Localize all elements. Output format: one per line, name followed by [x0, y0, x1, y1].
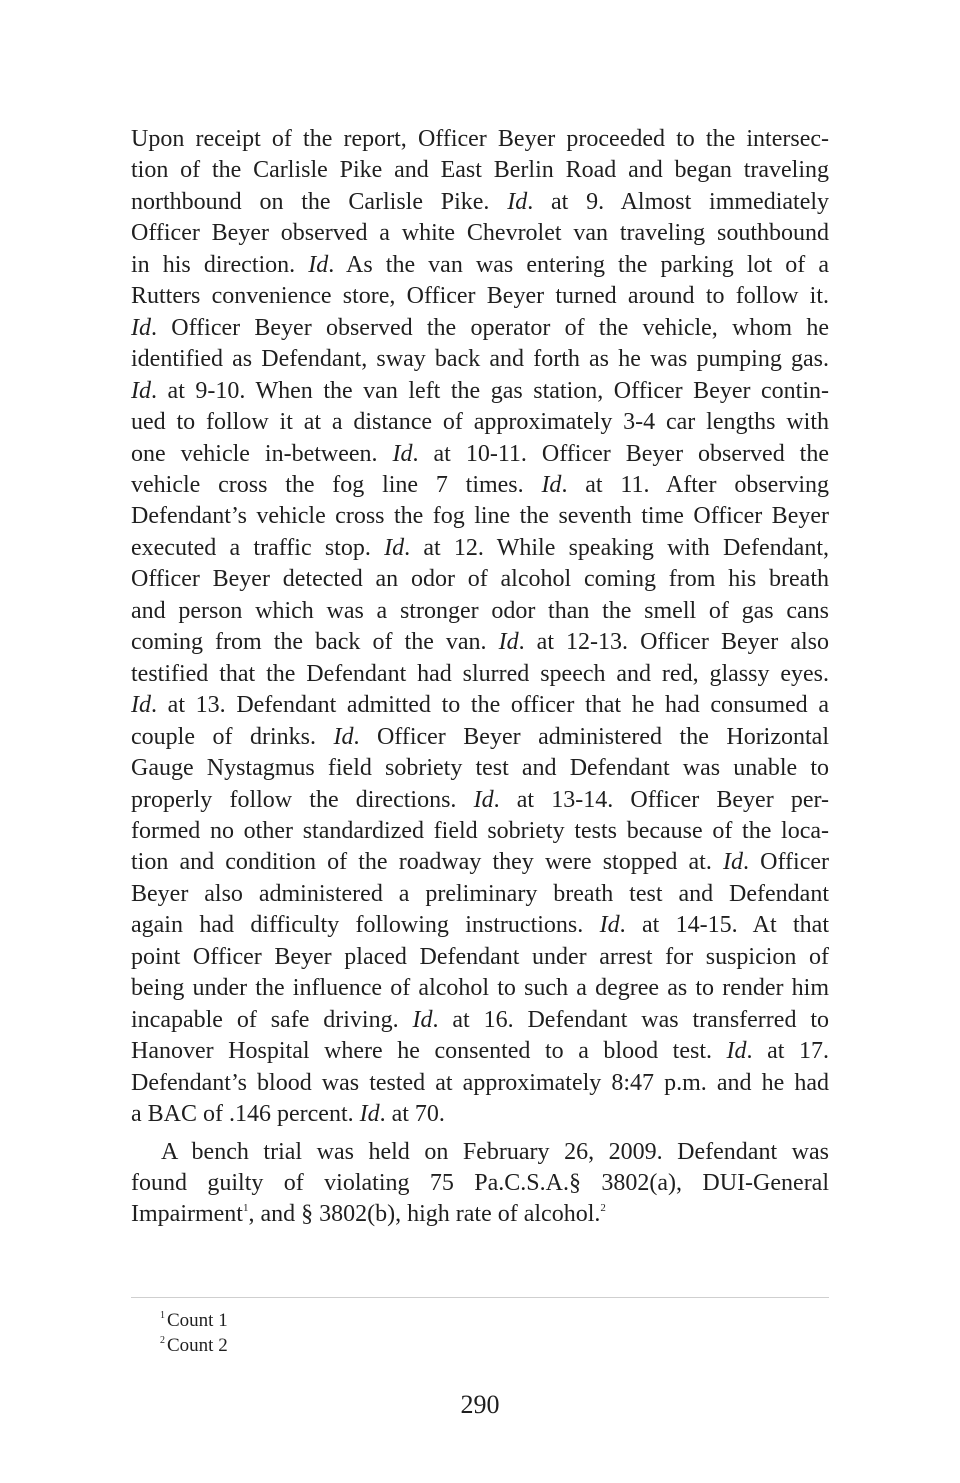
footnotes	[160, 1308, 228, 1358]
paragraph-line: formed no other standardized field sobriety tests because of the loca-	[131, 817, 829, 844]
paragraph-line: Gauge Nystagmus field sobriety test and Defendant was unable to	[131, 755, 829, 782]
paragraph-text: , and § 3802(b), high rate of alcohol.	[248, 1201, 601, 1228]
paragraph-line: Beyer also administered a preliminary breath test and Defendant	[131, 880, 829, 907]
paragraph-line: and person which was a stronger odor than the smell of gas cans	[131, 597, 829, 624]
paragraph-line: Id. at 13. Defendant admitted to the officer that he had consumed a	[131, 692, 829, 719]
footnote-marker: 1	[160, 1310, 165, 1321]
footnote-text: Count 1	[167, 1310, 228, 1331]
footnote-ref: 1	[242, 1202, 249, 1215]
paragraph-line: in his direction. Id. As the van was entering the parking lot of a	[131, 251, 830, 278]
paragraph-bench-trial	[131, 1137, 829, 1231]
footnote-item	[160, 1333, 228, 1358]
paragraph-line: Rutters convenience store, Officer Beyer turned around to follow it.	[131, 283, 829, 310]
footnote-ref: 2	[600, 1202, 606, 1215]
paragraph-line: Officer Beyer observed a white Chevrolet van traveling southbound	[131, 220, 829, 247]
paragraph-line: A bench trial was held on February 26, 2009. Defendant was	[161, 1138, 829, 1165]
paragraph-line: identified as Defendant, sway back and forth as he was pumping gas.	[131, 346, 829, 373]
paragraph-line: testified that the Defendant had slurred speech and red, glassy eyes.	[131, 660, 829, 687]
paragraph-line: Id. Officer Beyer observed the operator of the vehicle, whom he	[131, 314, 829, 341]
paragraph-line: northbound on the Carlisle Pike. Id. at 9. Almost immediately	[131, 188, 830, 215]
paragraph-line: coming from the back of the van. Id. at 12-13. Officer Beyer also	[131, 629, 830, 656]
paragraph-facts	[131, 124, 829, 1131]
paragraph-text: Impairment	[131, 1201, 243, 1228]
paragraph-line: vehicle cross the fog line 7 times. Id. at 11. After observing	[131, 471, 829, 498]
footnote-divider	[131, 1297, 829, 1298]
paragraph-line: Defendant’s vehicle cross the fog line the seventh time Officer Beyer	[131, 503, 829, 530]
paragraph-line: couple of drinks. Id. Officer Beyer administered the Horizontal	[131, 723, 829, 750]
paragraph-line: properly follow the directions. Id. at 13-14. Officer Beyer per-	[131, 786, 829, 813]
paragraph-line: tion and condition of the roadway they were stopped at. Id. Officer	[131, 849, 829, 876]
footnote-text: Count 2	[167, 1335, 228, 1356]
footnote-marker: 2	[160, 1335, 165, 1346]
footnote-item	[160, 1308, 228, 1333]
paragraph-line: Hanover Hospital where he consented to a blood test. Id. at 17.	[131, 1038, 829, 1065]
paragraph-line: one vehicle in-between. Id. at 10-11. Officer Beyer observed the	[131, 440, 829, 467]
paragraph-line: Id. at 9-10. When the van left the gas station, Officer Beyer contin-	[131, 377, 829, 404]
paragraph-line: Officer Beyer detected an odor of alcohol coming from his breath	[131, 566, 829, 593]
paragraph-line: found guilty of violating 75 Pa.C.S.A.§ 3802(a), DUI-General	[131, 1169, 829, 1196]
paragraph-line: Upon receipt of the report, Officer Beyer proceeded to the intersec-	[131, 126, 829, 152]
body-text	[131, 124, 829, 1231]
paragraph-line	[131, 1199, 829, 1230]
paragraph-line: Defendant’s blood was tested at approximately 8:47 p.m. and he had	[131, 1069, 829, 1096]
paragraph-line: executed a traffic stop. Id. at 12. While speaking with Defendant,	[131, 534, 829, 561]
paragraph-line: again had difficulty following instructions. Id. at 14-15. At that	[131, 912, 830, 939]
paragraph-line: incapable of safe driving. Id. at 16. Defendant was transferred to	[131, 1006, 829, 1033]
paragraph-line: point Officer Beyer placed Defendant under arrest for suspicion of	[131, 943, 829, 970]
paragraph-line: being under the influence of alcohol to such a degree as to render him	[131, 975, 829, 1002]
paragraph-line: tion of the Carlisle Pike and East Berlin Road and began traveling	[131, 157, 829, 184]
paragraph-line: a BAC of .146 percent. Id. at 70.	[131, 1101, 445, 1128]
paragraph-line: ued to follow it at a distance of approximately 3-4 car lengths with	[131, 409, 829, 436]
page-number: 290	[460, 1390, 500, 1419]
